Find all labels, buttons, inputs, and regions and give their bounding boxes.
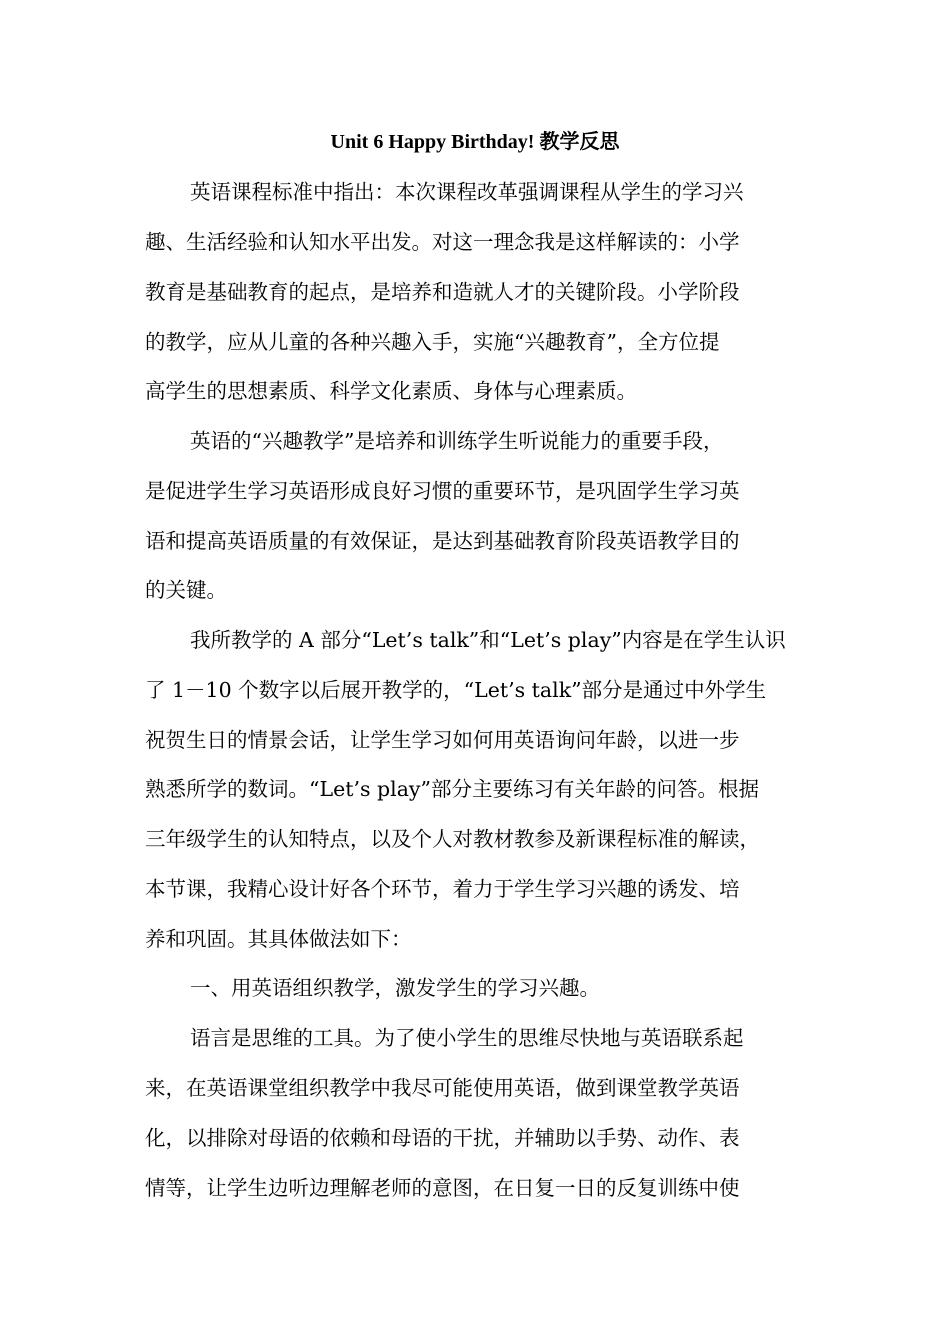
text-line: 英语的“兴趣教学”是培养和训练学生听说能力的重要手段， [190, 429, 724, 453]
text-line: 英语课程标准中指出：本次课程改革强调课程从学生的学习兴 [190, 180, 744, 204]
text-line: 语和提高英语质量的有效保证，是达到基础教育阶段英语教学目的 [145, 529, 740, 553]
text-line: 化，以排除对母语的依赖和母语的干扰，并辅助以手势、动作、表 [145, 1126, 740, 1150]
text-line: 的教学，应从儿童的各种兴趣入手，实施“兴趣教育”，全方位提 [145, 330, 720, 354]
text-line: 祝贺生日的情景会话，让学生学习如何用英语询问年龄，以进一步 [145, 728, 740, 752]
text-line: 本节课，我精心设计好各个环节，着力于学生学习兴趣的诱发、培 [145, 877, 740, 901]
text-line: 情等，让学生边听边理解老师的意图，在日复一日的反复训练中使 [145, 1176, 740, 1200]
text-line: 了 1－10 个数字以后展开教学的，“Let’s talk”部分是通过中外学生 [145, 678, 767, 702]
text-line: 我所教学的 A 部分“Let’s talk”和“Let’s play”内容是在学生认识 [190, 628, 786, 652]
text-line: 熟悉所学的数词。“Let’s play”部分主要练习有关年龄的问答。根据 [145, 777, 759, 801]
text-line: 来，在英语课堂组织教学中我尽可能使用英语，做到课堂教学英语 [145, 1076, 740, 1100]
text-line: 养和巩固。其具体做法如下： [145, 927, 412, 951]
document-title: Unit 6 Happy Birthday! 教学反思 [330, 131, 620, 153]
text-line: 趣、生活经验和认知水平出发。对这一理念我是这样解读的：小学 [145, 230, 740, 254]
section-heading: 一、用英语组织教学，激发学生的学习兴趣。 [190, 976, 600, 1000]
text-line: 三年级学生的认知特点，以及个人对教材教参及新课程标准的解读， [145, 827, 760, 851]
text-line: 的关键。 [145, 578, 227, 602]
text-line: 教育是基础教育的起点，是培养和造就人才的关键阶段。小学阶段 [145, 280, 740, 304]
text-line: 语言是思维的工具。为了使小学生的思维尽快地与英语联系起 [190, 1026, 744, 1050]
text-line: 高学生的思想素质、科学文化素质、身体与心理素质。 [145, 379, 637, 403]
text-line: 是促进学生学习英语形成良好习惯的重要环节，是巩固学生学习英 [145, 479, 740, 503]
